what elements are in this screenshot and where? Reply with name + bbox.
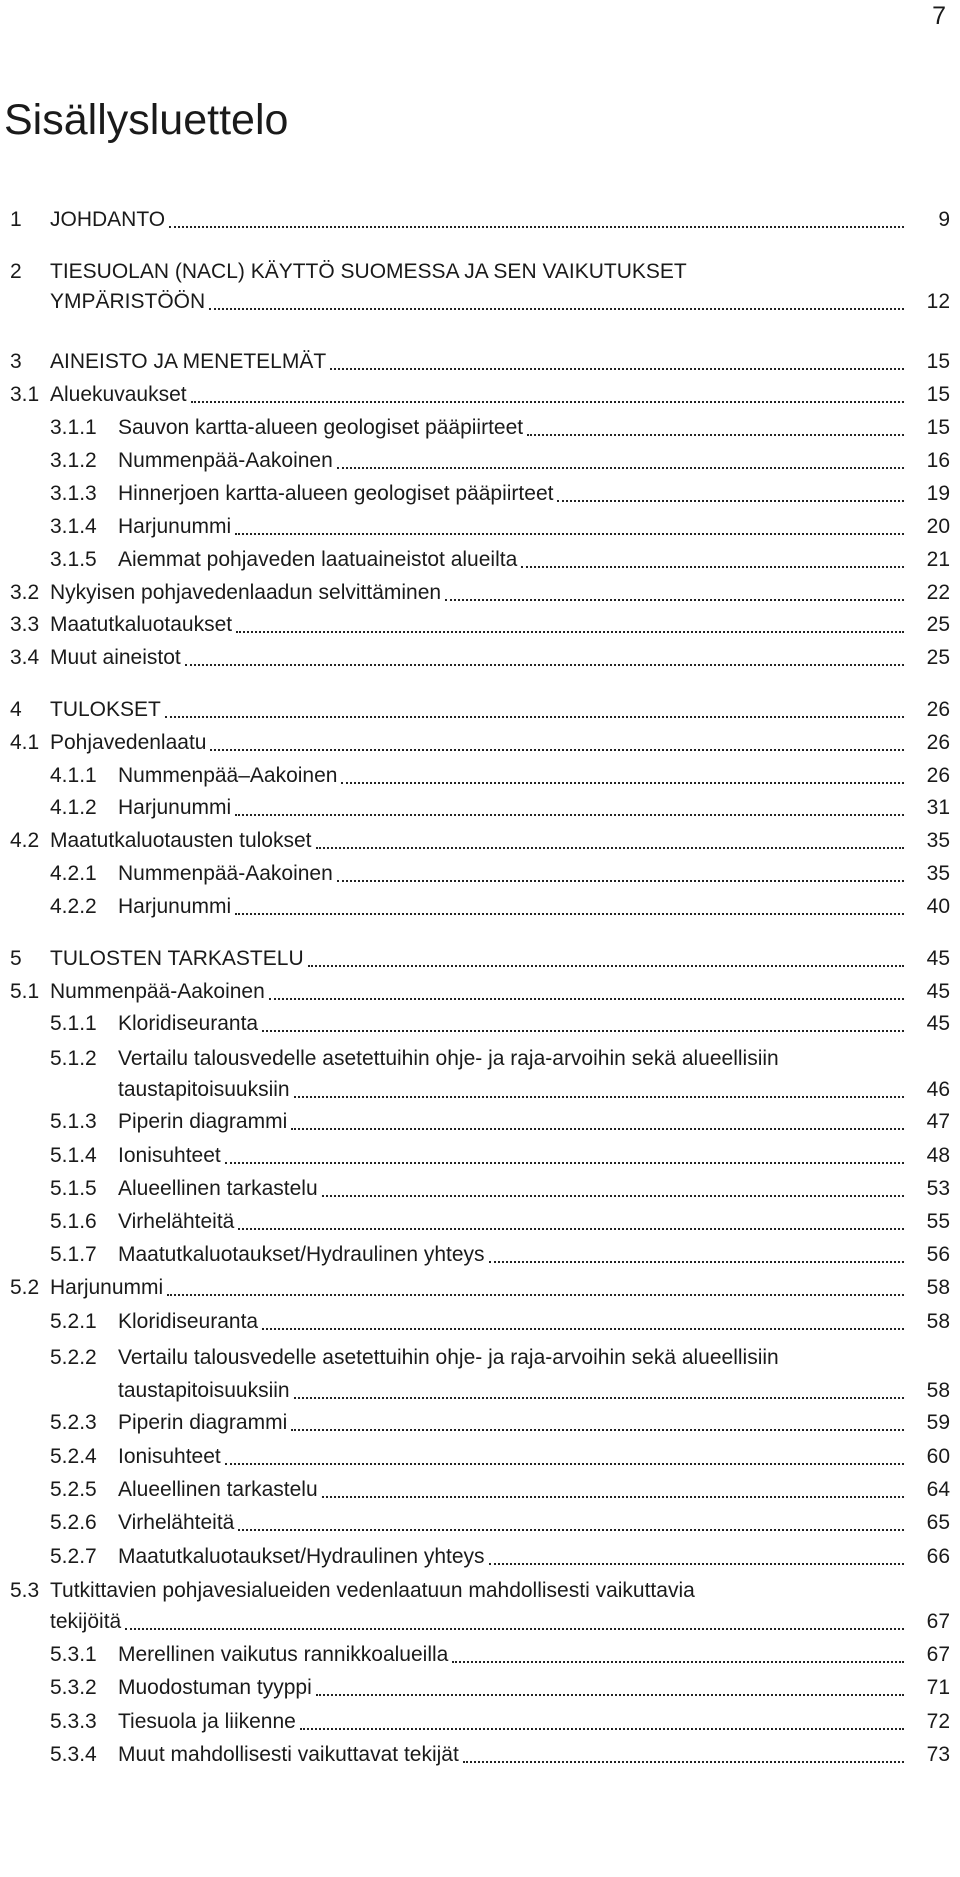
dot-leader bbox=[463, 1761, 904, 1763]
dot-leader bbox=[235, 814, 904, 816]
dot-leader bbox=[291, 1429, 904, 1431]
toc-entry-title[interactable]: Alueellinen tarkastelu bbox=[118, 1478, 318, 1501]
toc-entry-number: 5.1.4 bbox=[50, 1144, 97, 1167]
toc-entry-number: 5.3.1 bbox=[50, 1643, 97, 1666]
toc-entry-number: 4.2.1 bbox=[50, 862, 97, 885]
toc-entry-title[interactable]: Nykyisen pohjavedenlaadun selvittäminen bbox=[50, 581, 442, 604]
dot-leader bbox=[185, 664, 904, 666]
dot-leader bbox=[238, 1228, 904, 1230]
dot-leader bbox=[262, 1328, 904, 1330]
toc-entry-title[interactable]: Piperin diagrammi bbox=[118, 1110, 288, 1133]
toc-entry-page: 71 bbox=[926, 1676, 950, 1699]
toc-entry-page: 58 bbox=[926, 1379, 950, 1402]
dot-leader bbox=[316, 1694, 904, 1696]
dot-leader bbox=[521, 566, 904, 568]
toc-entry-page: 20 bbox=[926, 515, 950, 538]
toc-entry-title[interactable]: Alueellinen tarkastelu bbox=[118, 1177, 318, 1200]
toc-entry-title[interactable]: Muut mahdollisesti vaikuttavat tekijät bbox=[118, 1743, 459, 1766]
toc-entry-title[interactable]: AINEISTO JA MENETELMÄT bbox=[50, 350, 327, 373]
dot-leader bbox=[557, 500, 904, 502]
toc-entry-number: 5 bbox=[10, 947, 22, 970]
dot-leader bbox=[291, 1128, 904, 1130]
page-number: 7 bbox=[932, 2, 946, 30]
toc-entry-number: 5.3.4 bbox=[50, 1743, 97, 1766]
toc-entry-page: 15 bbox=[926, 416, 950, 439]
toc-entry-number: 3.1.1 bbox=[50, 416, 97, 439]
toc-entry-title[interactable]: Aluekuvaukset bbox=[50, 383, 187, 406]
toc-entry-page: 64 bbox=[926, 1478, 950, 1501]
toc-entry-number: 4.1 bbox=[10, 731, 40, 754]
toc-entry-number: 1 bbox=[10, 208, 22, 231]
dot-leader bbox=[165, 716, 904, 718]
toc-entry-title[interactable]: TULOKSET bbox=[50, 698, 161, 721]
dot-leader bbox=[316, 847, 905, 849]
toc-entry-number: 3.1.2 bbox=[50, 449, 97, 472]
toc-entry-number: 5.2 bbox=[10, 1276, 40, 1299]
toc-entry-number: 5.2.7 bbox=[50, 1545, 97, 1568]
toc-entry-number: 3.2 bbox=[10, 581, 40, 604]
dot-leader bbox=[527, 434, 904, 436]
toc-entry-page: 59 bbox=[926, 1411, 950, 1434]
toc-entry-page: 15 bbox=[926, 383, 950, 406]
toc-entry-page: 26 bbox=[926, 698, 950, 721]
toc-entry-page: 45 bbox=[926, 1012, 950, 1035]
toc-entry-page: 66 bbox=[926, 1545, 950, 1568]
dot-leader bbox=[445, 599, 904, 601]
toc-entry-page: 15 bbox=[926, 350, 950, 373]
dot-leader bbox=[210, 749, 904, 751]
toc-entry-page: 21 bbox=[926, 548, 950, 571]
toc-entry-number: 3.1.4 bbox=[50, 515, 97, 538]
toc-entry-page: 25 bbox=[926, 646, 950, 669]
toc-entry-number: 5.1.5 bbox=[50, 1177, 97, 1200]
toc-entry-page: 22 bbox=[926, 581, 950, 604]
toc-entry-page: 53 bbox=[926, 1177, 950, 1200]
toc-entry-number: 5.2.3 bbox=[50, 1411, 97, 1434]
toc-entry-number: 3.1.5 bbox=[50, 548, 97, 571]
toc-entry-page: 58 bbox=[926, 1310, 950, 1333]
dot-leader bbox=[489, 1261, 904, 1263]
toc-entry-title[interactable]: Maatutkaluotaukset bbox=[50, 613, 233, 636]
toc-entry-title[interactable]: Harjunummi bbox=[118, 796, 232, 819]
toc-entry-title[interactable]: Nummenpää–Aakoinen bbox=[118, 764, 338, 787]
toc-entry-number: 3 bbox=[10, 350, 22, 373]
toc-entry-number: 5.1.7 bbox=[50, 1243, 97, 1266]
toc-entry-number: 5.2.4 bbox=[50, 1445, 97, 1468]
toc-entry-title[interactable]: Harjunummi bbox=[118, 895, 232, 918]
toc-entry-number: 5.1.1 bbox=[50, 1012, 97, 1035]
toc-entry-number: 5.1.6 bbox=[50, 1210, 97, 1233]
toc-entry-number: 5.1 bbox=[10, 980, 40, 1003]
toc-entry-page: 72 bbox=[926, 1710, 950, 1733]
toc-entry-number: 2 bbox=[10, 260, 22, 283]
toc-entry-number: 4 bbox=[10, 698, 22, 721]
toc-entry-title[interactable]: Aiemmat pohjaveden laatuaineistot alueilta bbox=[118, 548, 518, 571]
dot-leader bbox=[322, 1496, 904, 1498]
toc-entry-page: 35 bbox=[926, 862, 950, 885]
toc-entry-number: 5.1.2 bbox=[50, 1047, 97, 1070]
toc-entry-title[interactable]: Tutkittavien pohjavesialueiden vedenlaatuun mahdollisesti vaikuttavia bbox=[50, 1579, 695, 1602]
toc-entry-title-continuation[interactable]: YMPÄRISTÖÖN bbox=[50, 290, 206, 313]
toc-entry-number: 4.2.2 bbox=[50, 895, 97, 918]
toc-entry-page: 46 bbox=[926, 1078, 950, 1101]
toc-entry-page: 65 bbox=[926, 1511, 950, 1534]
toc-entry-title[interactable]: Maatutkaluotaukset/Hydraulinen yhteys bbox=[118, 1545, 485, 1568]
dot-leader bbox=[308, 965, 904, 967]
toc-entry-page: 55 bbox=[926, 1210, 950, 1233]
toc-entry-title[interactable]: TULOSTEN TARKASTELU bbox=[50, 947, 304, 970]
toc-entry-title[interactable]: Tiesuola ja liikenne bbox=[118, 1710, 296, 1733]
toc-entry-page: 67 bbox=[926, 1643, 950, 1666]
toc-entry-title[interactable]: Pohjavedenlaatu bbox=[50, 731, 207, 754]
toc-entry-page: 16 bbox=[926, 449, 950, 472]
toc-entry-number: 5.2.5 bbox=[50, 1478, 97, 1501]
toc-entry-number: 5.2.6 bbox=[50, 1511, 97, 1534]
toc-entry-number: 5.2.1 bbox=[50, 1310, 97, 1333]
dot-leader bbox=[167, 1294, 904, 1296]
toc-entry-title[interactable]: Kloridiseuranta bbox=[118, 1310, 259, 1333]
toc-entry-page: 56 bbox=[926, 1243, 950, 1266]
toc-entry-title[interactable]: Ionisuhteet bbox=[118, 1144, 221, 1167]
toc-entry-page: 47 bbox=[926, 1110, 950, 1133]
toc-entry-number: 5.3 bbox=[10, 1579, 40, 1602]
toc-entry-title[interactable]: Nummenpää-Aakoinen bbox=[50, 980, 265, 1003]
dot-leader bbox=[236, 631, 904, 633]
toc-entry-number: 3.4 bbox=[10, 646, 40, 669]
dot-leader bbox=[125, 1628, 904, 1630]
toc-entry-title[interactable]: JOHDANTO bbox=[50, 208, 166, 231]
toc-entry-number: 5.1.3 bbox=[50, 1110, 97, 1133]
toc-entry-title[interactable]: Harjunummi bbox=[50, 1276, 164, 1299]
toc-entry-title[interactable]: Hinnerjoen kartta-alueen geologiset pääpiirteet bbox=[118, 482, 554, 505]
toc-entry-title[interactable]: Vertailu talousvedelle asetettuihin ohje- ja raja-arvoihin sekä alueellisiin bbox=[118, 1346, 779, 1369]
toc-entry-number: 3.1 bbox=[10, 383, 40, 406]
toc-entry-title[interactable]: Maatutkaluotausten tulokset bbox=[50, 829, 312, 852]
dot-leader bbox=[225, 1162, 904, 1164]
toc-entry-page: 9 bbox=[938, 208, 950, 231]
dot-leader bbox=[322, 1195, 904, 1197]
toc-entry-number: 4.1.1 bbox=[50, 764, 97, 787]
toc-entry-page: 40 bbox=[926, 895, 950, 918]
dot-leader bbox=[489, 1563, 904, 1565]
dot-leader bbox=[337, 880, 904, 882]
toc-entry-page: 45 bbox=[926, 947, 950, 970]
page-title: Sisällysluettelo bbox=[4, 96, 289, 144]
toc-entry-title[interactable]: Vertailu talousvedelle asetettuihin ohje- ja raja-arvoihin sekä alueellisiin bbox=[118, 1047, 779, 1070]
toc-entry-number: 5.2.2 bbox=[50, 1346, 97, 1369]
toc-entry-page: 67 bbox=[926, 1610, 950, 1633]
toc-entry-page: 25 bbox=[926, 613, 950, 636]
toc-entry-page: 26 bbox=[926, 764, 950, 787]
toc-entry-page: 60 bbox=[926, 1445, 950, 1468]
dot-leader bbox=[330, 368, 904, 370]
toc-entry-title[interactable]: Virhelähteitä bbox=[118, 1511, 235, 1534]
toc-entry-page: 35 bbox=[926, 829, 950, 852]
dot-leader bbox=[235, 533, 904, 535]
toc-entry-title-continuation[interactable]: tekijöitä bbox=[50, 1610, 122, 1633]
toc-entry-title-continuation[interactable]: taustapitoisuuksiin bbox=[118, 1078, 290, 1101]
toc-entry-page: 45 bbox=[926, 980, 950, 1003]
toc-entry-page: 48 bbox=[926, 1144, 950, 1167]
toc-entry-number: 4.2 bbox=[10, 829, 40, 852]
dot-leader bbox=[300, 1728, 904, 1730]
toc-entry-page: 19 bbox=[926, 482, 950, 505]
dot-leader bbox=[169, 226, 904, 228]
dot-leader bbox=[225, 1463, 904, 1465]
toc-entry-number: 5.3.2 bbox=[50, 1676, 97, 1699]
dot-leader bbox=[269, 998, 904, 1000]
toc-entry-title[interactable]: Kloridiseuranta bbox=[118, 1012, 259, 1035]
toc-entry-title[interactable]: Muut aineistot bbox=[50, 646, 181, 669]
toc-entry-page: 58 bbox=[926, 1276, 950, 1299]
dot-leader bbox=[452, 1661, 904, 1663]
toc-entry-number: 4.1.2 bbox=[50, 796, 97, 819]
toc-entry-title-continuation[interactable]: taustapitoisuuksiin bbox=[118, 1379, 290, 1402]
toc-entry-title[interactable]: Nummenpää-Aakoinen bbox=[118, 862, 333, 885]
dot-leader bbox=[294, 1397, 904, 1399]
toc-entry-title[interactable]: Harjunummi bbox=[118, 515, 232, 538]
toc-entry-number: 3.1.3 bbox=[50, 482, 97, 505]
toc-entry-page: 73 bbox=[926, 1743, 950, 1766]
dot-leader bbox=[191, 401, 904, 403]
toc-entry-page: 26 bbox=[926, 731, 950, 754]
toc-entry-title[interactable]: Nummenpää-Aakoinen bbox=[118, 449, 333, 472]
toc-entry-title[interactable]: Muodostuman tyyppi bbox=[118, 1676, 312, 1699]
dot-leader bbox=[238, 1529, 904, 1531]
dot-leader bbox=[337, 467, 904, 469]
toc-entry-title[interactable]: TIESUOLAN (NACL) KÄYTTÖ SUOMESSA JA SEN VAIKUTUKSET bbox=[50, 260, 687, 283]
toc-entry-number: 5.3.3 bbox=[50, 1710, 97, 1733]
dot-leader bbox=[209, 308, 904, 310]
dot-leader bbox=[262, 1030, 904, 1032]
toc-entry-title[interactable]: Piperin diagrammi bbox=[118, 1411, 288, 1434]
dot-leader bbox=[341, 782, 904, 784]
toc-entry-number: 3.3 bbox=[10, 613, 40, 636]
dot-leader bbox=[294, 1096, 904, 1098]
dot-leader bbox=[235, 913, 904, 915]
toc-entry-title[interactable]: Maatutkaluotaukset/Hydraulinen yhteys bbox=[118, 1243, 485, 1266]
toc-entry-title[interactable]: Virhelähteitä bbox=[118, 1210, 235, 1233]
toc-entry-title[interactable]: Ionisuhteet bbox=[118, 1445, 221, 1468]
toc-entry-title[interactable]: Merellinen vaikutus rannikkoalueilla bbox=[118, 1643, 449, 1666]
toc-entry-title[interactable]: Sauvon kartta-alueen geologiset pääpiirteet bbox=[118, 416, 524, 439]
toc-entry-page: 12 bbox=[926, 290, 950, 313]
toc-entry-page: 31 bbox=[926, 796, 950, 819]
